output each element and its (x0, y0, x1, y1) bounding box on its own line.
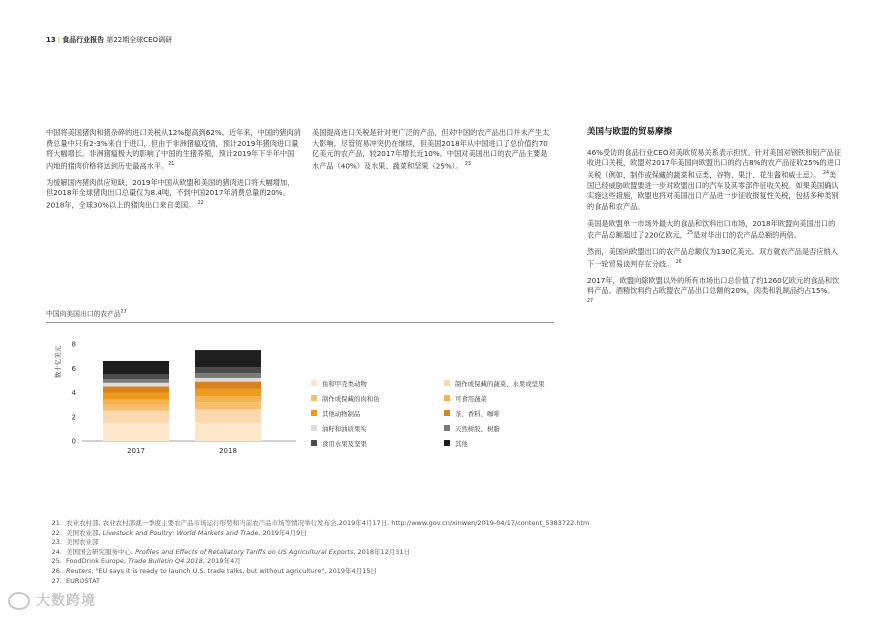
footnote-ref: 26 (675, 259, 682, 265)
page-header: 13 | 食品行业报告 第22期全球CEO调研 (46, 36, 173, 44)
column-middle (312, 128, 552, 178)
chart-title: 中国向美国出口的农产品$^{23}$ (46, 309, 127, 318)
legend-label: 制作或保藏的肉和鱼 (322, 395, 380, 403)
legend-item (444, 394, 487, 404)
paragraph: 为缓解国内猪肉供应短缺，2019年中国从欧盟和美国的猪肉进口将大幅增加，但2018年全球猪肉出口总量仅为8.4吨，不到中国2017年消费总量的20%。2018年，全球30%以上的猪肉出口来自美国。 $^{22}$ (46, 177, 295, 210)
legend-swatch (311, 410, 317, 416)
footnote-line: 21. 农业农村部, 农业农村部就一季度主要农产品市场运行形势和当前农产品市场等情况举行发布会,2019年4月17日, http://www.gov.cn/xinwen/2019-04/17/content_5383722.htm (46, 519, 589, 529)
legend-item (311, 424, 367, 434)
legend-label: 食用水果及坚果 (322, 440, 367, 448)
y-tick-label: 2 (71, 413, 76, 422)
footnote-number: 24. (51, 547, 62, 556)
footnote-ref: 23 (464, 161, 471, 167)
bar-segment (103, 361, 169, 374)
footnote-ref: 25 (686, 231, 694, 237)
bar-segment (195, 409, 261, 422)
legend-swatch (444, 440, 450, 446)
x-tick-label: 2017 (127, 447, 145, 455)
bar-segment (195, 373, 261, 378)
y-tick-label: 8 (71, 340, 76, 349)
bar-segment (103, 393, 169, 400)
section-title: 食品行业报告 (62, 36, 105, 44)
footnote-line: 22. 美国农业部, Livestock and Poultry: World Markets and Trade, 2019年4月9日 (46, 529, 589, 539)
x-tick-label: 2018 (219, 447, 237, 455)
legend-swatch (444, 425, 450, 431)
footnotes (46, 519, 589, 586)
watermark: 大数跨境 (8, 590, 96, 610)
legend-label: 可食用蔬菜 (455, 395, 487, 403)
paragraph: 然而，美国向欧盟出口的农产品总额仅为130亿美元。双方就农产品是否应纳入下一轮贸易谈判存在分歧。 $^{26}$ (587, 247, 838, 269)
legend-label: 鱼和甲壳类动物 (322, 380, 367, 388)
legend-label: 油籽和油质果实 (322, 425, 367, 433)
y-axis-label: 数十亿美元 (54, 345, 62, 379)
legend-item (444, 379, 544, 389)
footnote-number: 25. (51, 557, 62, 566)
paragraph: 美国是欧盟单一市场外最大的食品和饮料出口市场，2018年欧盟向美国出口的农产品总额超过了220亿欧元，$^{25}$是对华出口的农产品总额的两倍。 (587, 218, 836, 240)
legend-label: 茶、香料、咖啡 (455, 410, 500, 418)
footnote-number: 27. (51, 576, 62, 585)
legend-item (444, 409, 500, 419)
legend-swatch (311, 395, 317, 401)
paragraph: 2017年，欧盟向除欧盟以外的所有市场出口总价值了约1260亿欧元的食品和饮料产品。酒精饮料约占欧盟农产品出口总额的20%，肉类和乳制品约占15%。 $^{27}$ (587, 275, 840, 304)
footnote-number: 26. (51, 566, 62, 575)
paragraph: 中国将美国猪肉和猪杂碎的进口关税从12%提高到62%。近年来，中国的猪肉消费总量中只有2-3%来自于进口，但由于非洲猪瘟疫情，预计2019年猪肉进口量将大幅增长。非洲猪瘟极大的影响了中国的生猪养殖，预计2019年下半年中国内地的猪肉价格将达到历史最高水平。$^{21}$ (46, 128, 301, 171)
legend-label: 其他动物制品 (322, 410, 361, 418)
bar-segment (195, 382, 261, 389)
legend-item (311, 409, 360, 419)
bar-segment (195, 367, 261, 373)
footnote-line: 24. 美国国会研究服务中心, Profiles and Effects of Retaliatory Tariffs on US Agricultural Exports, 2018年12月31日 (46, 548, 589, 558)
stacked-bar-chart (46, 324, 306, 459)
bar-segment (103, 400, 169, 405)
legend-label: 其他 (455, 440, 468, 448)
column-right (587, 127, 842, 315)
legend-swatch (444, 380, 450, 386)
bar-segment (195, 350, 261, 367)
bar-segment (195, 396, 261, 402)
bar-segment (103, 423, 169, 441)
bar-segment (103, 386, 169, 392)
footnote-number: 22. (51, 528, 62, 537)
footnote-ref: 22 (197, 200, 204, 206)
footnote-number: 21. (51, 519, 62, 527)
bar-segment (195, 423, 261, 441)
legend-swatch (444, 395, 450, 401)
footnote-ref: 21 (168, 161, 175, 167)
footnote-line: 27. EUROSTAT (46, 577, 589, 587)
legend-swatch (311, 380, 317, 386)
paragraph: 46%受访的食品行业CEO对美欧贸易关系表示担忧。针对美国对钢铁和铝产品征收进口关税，欧盟对2017年美国向欧盟出口的约占8%的农产品征收25%的进口关税（例如，制作或保藏的蔬菜和豆类，谷物、果汁、花生酱和威士忌）。 $^{24}$美国已经威胁欧盟要进一步对欧盟出口的汽车及其零部件征收关税。如果美国确认实施这些措施，欧盟也将对美国出口产品进一步征收报复性关税，包括多种类别的食品和农产品。 (587, 147, 842, 211)
paragraph: 美国提高进口关税是针对更广泛的产品，但对中国的农产品出口并未产生太大影响。尽管贸易冲突仍在继续，但美国2018年从中国进口了总价值约70亿美元的农产品，较2017年增长近10%。中国对美国出口的农产品主要是水产品（40%）及水果、蔬菜和坚果（25%）。 $^{23}$ (312, 128, 550, 171)
legend-swatch (311, 425, 317, 431)
legend-swatch (311, 440, 317, 446)
bar-segment (195, 402, 261, 409)
y-tick-label: 4 (71, 389, 76, 397)
bar-segment (195, 378, 261, 382)
footnote-line: 26. Reuters, "EU says it is ready to launch U.S. trade talks, but without agriculture", 2019年4月15日 (46, 567, 589, 577)
legend-swatch (444, 410, 450, 416)
y-tick-label: 6 (71, 364, 76, 373)
y-tick-label: 0 (71, 437, 76, 446)
legend-label: 天然树胶、树脂 (455, 425, 500, 433)
footnote-line: 23. 美国农业部 (46, 538, 589, 548)
footnote-number: 23. (51, 538, 62, 547)
bar-segment (195, 389, 261, 396)
footnote-ref: 27 (587, 298, 594, 304)
legend-item (444, 424, 500, 434)
legend-item (311, 439, 367, 449)
legend-label: 制作或保藏的蔬菜、水果或坚果 (455, 380, 545, 388)
bar-segment (103, 405, 169, 411)
bar-segment (103, 379, 169, 383)
footnote-line: 25. FoodDrink Europe, Trade Bulletin Q4 2018, 2019年4月 (46, 557, 589, 567)
section-heading: 美国与欧盟的贸易摩擦 (587, 127, 673, 137)
report-subtitle: 第22期全球CEO调研 (106, 36, 173, 44)
page-number: 13 (46, 36, 56, 44)
chart-title-ref: 23 (120, 309, 127, 315)
chart-divider (46, 322, 554, 323)
legend-item (311, 379, 367, 389)
bar-segment (103, 383, 169, 387)
footnote-ref: 24 (822, 170, 829, 176)
bar-segment (103, 411, 169, 423)
legend-item (444, 439, 468, 449)
watermark-logo-icon (8, 592, 30, 610)
column-left (46, 128, 301, 217)
legend-item (311, 394, 380, 404)
bar-segment (103, 374, 169, 379)
